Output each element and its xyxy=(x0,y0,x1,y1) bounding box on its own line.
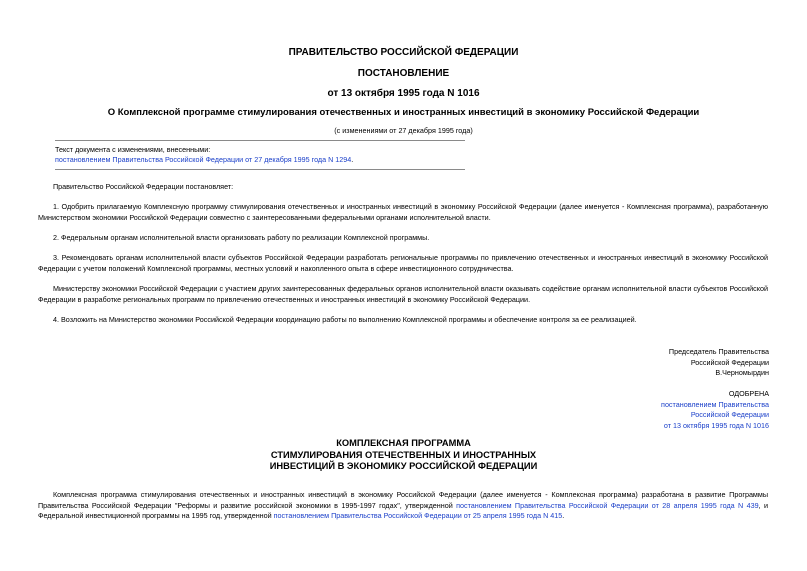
program-link-415[interactable]: постановлением Правительства Российской Федерации от 25 апреля 1995 года N 415 xyxy=(273,511,563,520)
divider-top xyxy=(55,140,465,141)
paragraph-2: 2. Федеральным органам исполнительной власти организовать работу по реализации Комплексной программы. xyxy=(53,233,430,242)
paragraph-1: 1. Одобрить прилагаемую Комплексную программу стимулирования отечественных и иностранных инвестиций в экономику Российской Федерации (далее именуется - Комплексная программа), разработанную Министерством экономики Российской Федерации совместно с заинтересованными федеральными органами исполнительной власти. xyxy=(38,202,768,222)
approved-label: ОДОБРЕНА xyxy=(728,389,769,398)
divider-bottom xyxy=(55,169,465,170)
program-title xyxy=(0,438,807,473)
paragraph-3b: Министерству экономики Российской Федерации с участием других заинтересованных федеральных органов исполнительной власти оказывать содействие органам исполнительной власти субъектов Российской Федерации в разработке региональных программ по привлечению отечественных и иностранных инвестиций в экономику Российской Федерации. xyxy=(38,284,768,304)
note-link-suffix: . xyxy=(351,155,354,164)
program-paragraph xyxy=(38,490,768,522)
document-date-number: от 13 октября 1995 года N 1016 xyxy=(327,88,480,99)
program-text-b: , и Федеральной инвестиционной программы на 1995 год, утвержденной xyxy=(38,500,768,520)
program-title-line-2: СТИМУЛИРОВАНИЯ ОТЕЧЕСТВЕННЫХ И ИНОСТРАННЫХ xyxy=(270,449,537,460)
signature-country: Российской Федерации xyxy=(690,357,769,367)
signature-position: Председатель Правительства xyxy=(668,347,769,356)
paragraph-4: 4. Возложить на Министерство экономики Российской Федерации координацию работы по выполнению Комплексной программы и обеспечение контроля за ее реализацией. xyxy=(53,315,637,324)
intro-paragraph: Правительство Российской Федерации постановляет: xyxy=(53,182,234,191)
paragraph-3: 3. Рекомендовать органам исполнительной власти субъектов Российской Федерации разработать региональные программы по привлечению отечественных и иностранных инвестиций в экономику Российской Федерации с учетом положений Комплексной программы, местных условий и накопленного опыта в сфере инвестиционного сотрудничества. xyxy=(38,253,768,273)
approved-block xyxy=(661,389,769,431)
signature-block xyxy=(669,347,769,379)
program-title-line-3: ИНВЕСТИЦИЙ В ЭКОНОМИКУ РОССИЙСКОЙ ФЕДЕРАЦИИ xyxy=(269,461,538,471)
approved-link-1[interactable]: постановлением Правительства xyxy=(661,399,769,409)
note-link-line xyxy=(55,155,353,166)
government-heading: ПРАВИТЕЛЬСТВО РОССИЙСКОЙ ФЕДЕРАЦИИ xyxy=(288,47,519,58)
document-title: О Комплексной программе стимулирования отечественных и иностранных инвестиций в экономику Российской Федерации xyxy=(107,107,700,118)
signature-name: В.Черномырдин xyxy=(715,368,769,377)
program-text-c: . xyxy=(562,511,565,520)
approved-link-2[interactable]: Российской Федерации xyxy=(690,410,769,419)
program-title-line-1: КОМПЛЕКСНАЯ ПРОГРАММА xyxy=(336,438,471,448)
program-link-439[interactable]: постановлением Правительства Российской Федерации от 28 апреля 1995 года N 439 xyxy=(456,500,759,510)
document-type: ПОСТАНОВЛЕНИЕ xyxy=(357,68,450,79)
approved-link-3[interactable]: от 13 октября 1995 года N 1016 xyxy=(663,420,769,430)
note-text: Текст документа с изменениями, внесенными: xyxy=(55,145,211,154)
amendments-note: (с изменениями от 27 декабря 1995 года) xyxy=(334,126,473,135)
program-text-a: Комплексная программа стимулирования отечественных и иностранных инвестиций в экономику Российской Федерации (далее именуется - Комплексная программа) разработана в развитие Программы Правительства Российской Федерации "Реформы и развитие российской экономики в 1995-1997 годах", утвержденной xyxy=(38,490,768,510)
amendment-link[interactable]: постановлением Правительства Российской Федерации от 27 декабря 1995 года N 1294 xyxy=(55,155,352,164)
